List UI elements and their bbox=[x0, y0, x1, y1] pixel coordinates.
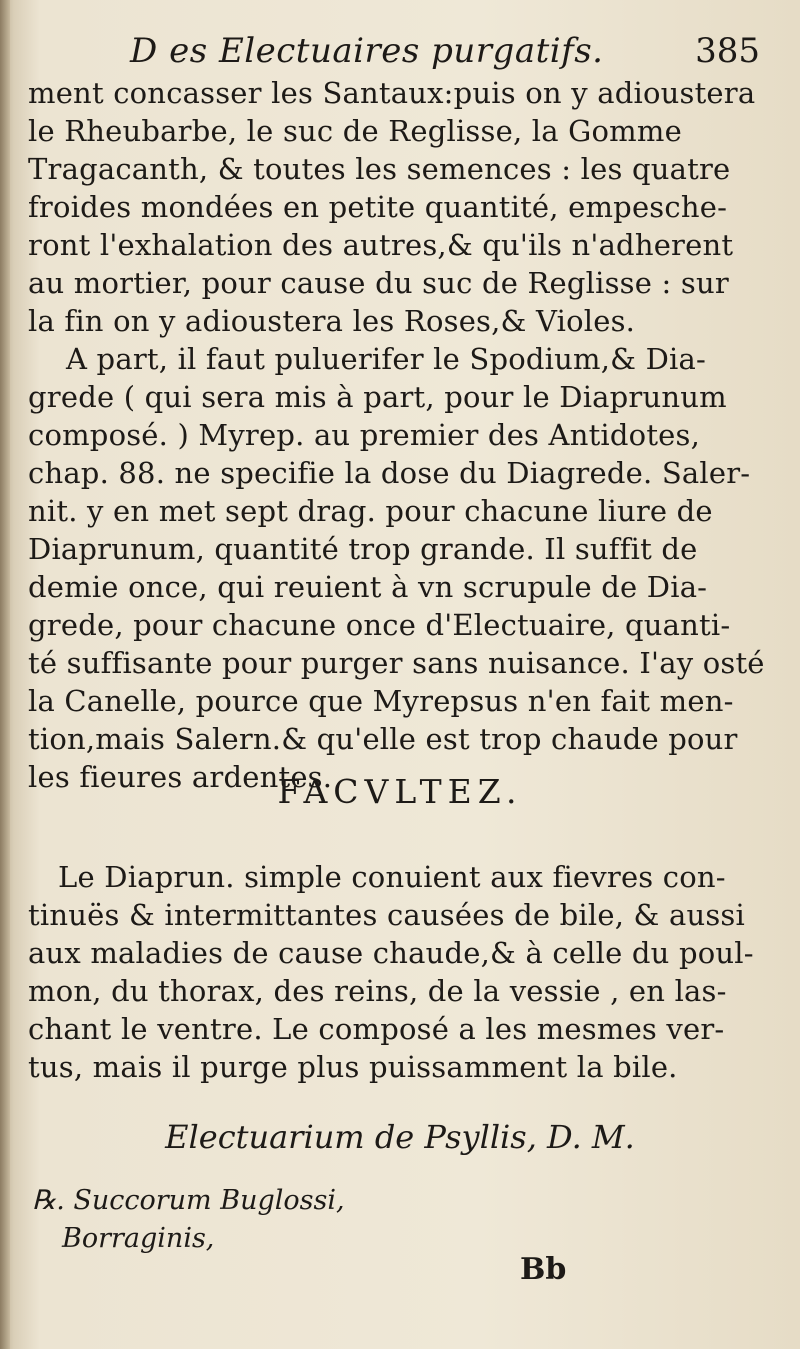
text-line: grede, pour chacune once d'Electuaire, quanti- bbox=[28, 608, 731, 642]
ingredient-line: ℞. Succorum Buglossi, bbox=[32, 1185, 345, 1216]
text-line: demie once, qui reuient à vn scrupule de Dia- bbox=[28, 570, 708, 604]
paragraph-preparation bbox=[28, 74, 778, 340]
text-line: aux maladies de cause chaude,& à celle du poul- bbox=[28, 936, 754, 970]
text-line: Le Diaprun. simple conuient aux fievres con- bbox=[58, 860, 726, 894]
paragraph-spodium bbox=[28, 340, 778, 796]
text-line: composé. ) Myrep. au premier des Antidotes, bbox=[28, 418, 701, 452]
text-line: tinuës & intermittantes causées de bile, & aussi bbox=[28, 898, 745, 932]
text-line: ment concasser les Santaux:puis on y adioustera bbox=[28, 76, 756, 110]
recipe-title: Electuarium de Psyllis, D. M. bbox=[165, 1118, 635, 1156]
text-line: A part, il faut puluerifer le Spodium,& Dia- bbox=[66, 342, 707, 376]
text-line: té suffisante pour purger sans nuisance. I'ay osté bbox=[28, 646, 765, 680]
text-line: froides mondées en petite quantité, empesche- bbox=[28, 190, 728, 224]
text-line: les fieures ardentes. bbox=[28, 760, 333, 794]
text-line: la Canelle, pource que Myrepsus n'en fait men- bbox=[28, 684, 734, 718]
text-line: ront l'exhalation des autres,& qu'ils n'adherent bbox=[28, 228, 734, 262]
text-line: au mortier, pour cause du suc de Reglisse : sur bbox=[28, 266, 729, 300]
paragraph-faculties bbox=[28, 858, 778, 1086]
running-title: D es Electuaires purgatifs. bbox=[130, 31, 604, 71]
text-line: grede ( qui sera mis à part, pour le Diaprunum bbox=[28, 380, 727, 414]
text-line: mon, du thorax, des reins, de la vessie , en las- bbox=[28, 974, 727, 1008]
ingredient-line: Borraginis, bbox=[62, 1223, 215, 1254]
text-line: la fin on y adioustera les Roses,& Violes. bbox=[28, 304, 636, 338]
signature-mark: Bb bbox=[520, 1252, 567, 1287]
text-line: nit. y en met sept drag. pour chacune liure de bbox=[28, 494, 713, 528]
text-line: tion,mais Salern.& qu'elle est trop chaude pour bbox=[28, 722, 738, 756]
section-heading: FACVLTEZ. bbox=[277, 772, 523, 811]
page-number: 385 bbox=[695, 31, 760, 71]
text-line: chant le ventre. Le composé a les mesmes ver- bbox=[28, 1012, 725, 1046]
text-line: chap. 88. ne specifie la dose du Diagrede. Saler- bbox=[28, 456, 751, 490]
text-line: Tragacanth, & toutes les semences : les quatre bbox=[28, 152, 731, 186]
text-line: tus, mais il purge plus puissamment la bile. bbox=[28, 1050, 678, 1084]
page-header bbox=[130, 26, 760, 76]
text-line: le Rheubarbe, le suc de Reglisse, la Gomme bbox=[28, 114, 682, 148]
text-line: Diaprunum, quantité trop grande. Il suffit de bbox=[28, 532, 698, 566]
